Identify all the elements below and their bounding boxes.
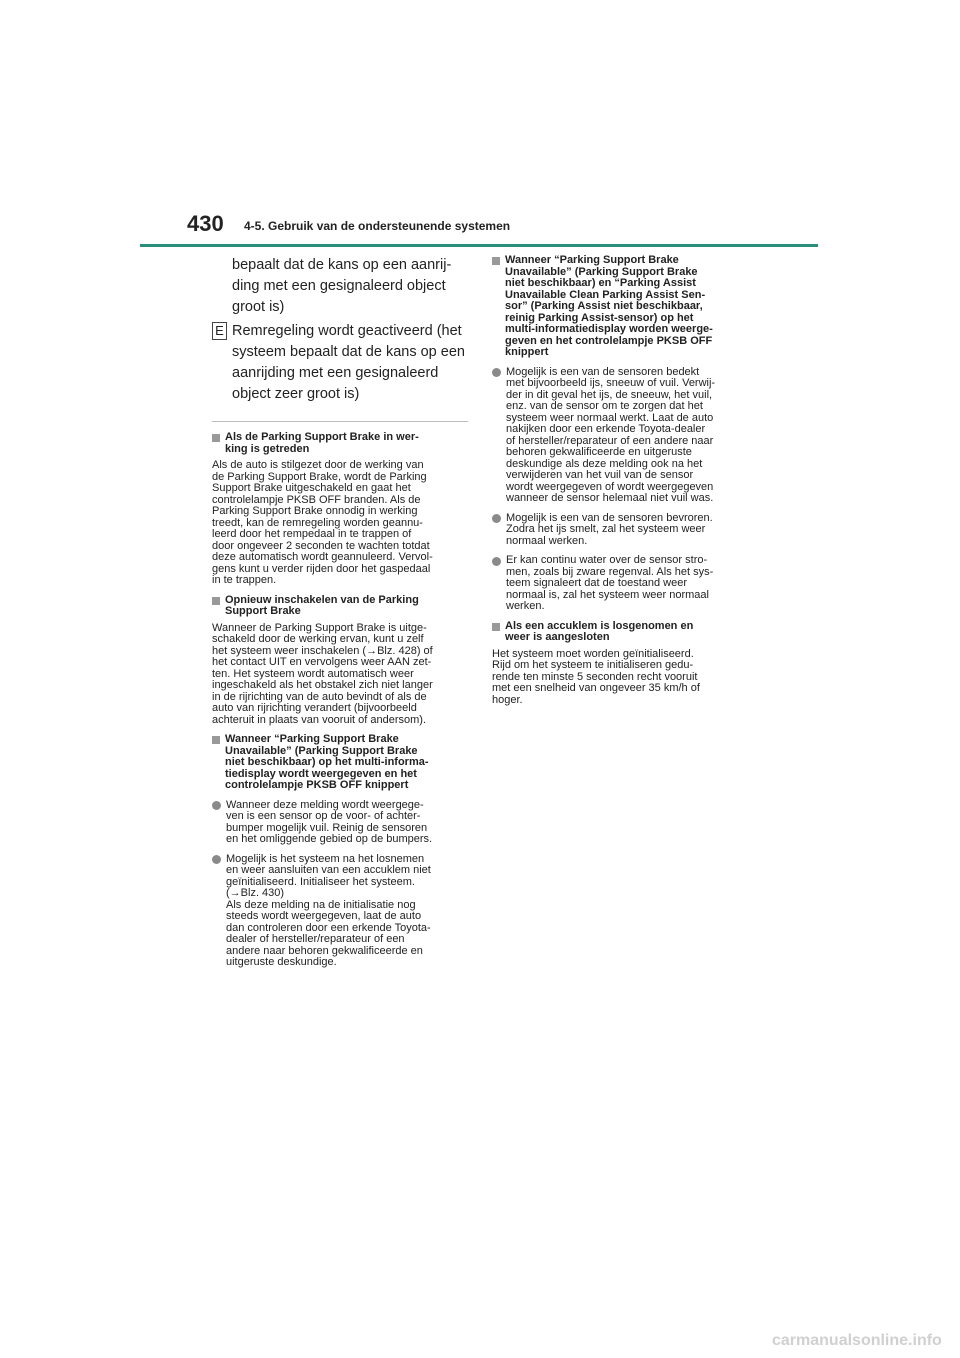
text-line: weer is aangesloten: [505, 631, 610, 643]
text-line: dealer of hersteller/reparateur of een: [226, 933, 405, 945]
circle-bullet-icon: [492, 368, 501, 377]
text-line: of hersteller/reparateur of een andere naar: [506, 434, 714, 447]
text-line: Het systeem moet worden geïnitialiseerd.: [492, 647, 694, 660]
text-line: andere naar behoren gekwalificeerde en: [226, 944, 423, 957]
square-bullet-icon: [212, 434, 220, 442]
section-heading: [212, 595, 472, 618]
bullet-item: [492, 367, 760, 505]
text-line: ding met een gesignaleerd object: [232, 278, 446, 294]
text-line: Rijd om het systeem te initialiseren gedu-: [492, 659, 694, 671]
text-line: Zodra het ijs smelt, zal het systeem weer: [506, 523, 706, 535]
text-line: geven en het controlelampje PKSB OFF: [505, 334, 713, 347]
text-line: treedt, kan de remregeling worden geannu-: [212, 516, 423, 529]
bullet-item: [212, 800, 472, 846]
text-line: Er kan continu water over de sensor stro-: [506, 554, 708, 566]
text-line: niet beschikbaar) op het multi-informa-: [225, 756, 429, 768]
section-heading: [212, 734, 472, 792]
text-line: ten. Het systeem wordt automatisch weer: [212, 667, 414, 680]
text-line: Mogelijk is een van de sensoren bevroren.: [506, 511, 713, 524]
square-bullet-icon: [492, 257, 500, 265]
text-line: in te trappen.: [212, 574, 277, 586]
right-column: [492, 255, 760, 706]
text-line: deze automatisch wordt geannuleerd. Vervol-: [212, 551, 433, 563]
section-heading: [492, 621, 760, 644]
text-line: uitgeruste deskundige.: [226, 956, 337, 968]
text-line: in de rijrichting van de auto bevindt of als de: [212, 690, 427, 703]
text-line: Mogelijk is een van de sensoren bedekt: [506, 365, 700, 378]
text-line: verwijderen van het vuil van de sensor: [506, 469, 694, 481]
text-line: systeem weer normaal werkt. Laat de auto: [506, 411, 714, 424]
square-bullet-icon: [212, 736, 220, 744]
page-reference-link[interactable]: (→Blz. 430): [226, 887, 285, 899]
text-line: enz. van de sensor om te zorgen dat het: [506, 400, 703, 412]
text-line: Als de Parking Support Brake in wer-: [225, 431, 419, 443]
text-line: geïnitialiseerd. Initialiseer het systeem.: [226, 875, 415, 888]
chapter-title: 4-5. Gebruik van de ondersteunende systemen: [244, 219, 511, 233]
text-line: multi-informatiedisplay worden weerge-: [505, 323, 713, 335]
text-line: bumper mogelijk vuil. Reinig de sensoren: [226, 821, 428, 834]
text-line: normaal werken.: [506, 534, 588, 547]
text-line: en weer aansluiten van een accuklem niet: [226, 864, 431, 876]
bullet-item: [492, 555, 760, 613]
text-line: Remregeling wordt geactiveerd (het: [232, 323, 462, 339]
left-column: [212, 255, 472, 969]
item-e: [212, 321, 472, 405]
text-line: steeds wordt weergegeven, laat de auto: [226, 910, 422, 922]
section-body: [492, 649, 760, 707]
text-line: wanneer de sensor helemaal niet vuil was.: [506, 492, 714, 504]
text-line: Unavailable Clean Parking Assist Sen-: [505, 288, 706, 301]
text-line: controlelampje PKSB OFF branden. Als de: [212, 493, 421, 506]
section-heading: [492, 255, 760, 359]
section-body: [212, 460, 472, 587]
text-line: Als de auto is stilgezet door de werking van: [212, 459, 424, 471]
text-line: object zeer groot is): [232, 386, 360, 402]
text-line: reinig Parking Assist-sensor) op het: [505, 311, 694, 324]
text-line: Wanneer de Parking Support Brake is uitge-: [212, 621, 427, 634]
text-line: Parking Support Brake onnodig in werking: [212, 505, 418, 517]
text-line: wordt weergegeven of wordt weergegeven: [506, 480, 714, 493]
text-line: ingeschakeld als het obstakel zich niet langer: [212, 679, 433, 691]
bullet-item: [212, 854, 472, 969]
text-line: dan controleren door een erkende Toyota-: [226, 921, 431, 934]
text-line: de Parking Support Brake, wordt de Parking: [212, 470, 427, 483]
text-line: schakeld door de werking ervan, kunt u zelf: [212, 633, 424, 645]
item-letter-box: E: [212, 322, 227, 340]
circle-bullet-icon: [492, 557, 501, 566]
text-line: king is getreden: [225, 442, 310, 455]
text-line: werken.: [506, 600, 545, 612]
text-line: ven is een sensor op de voor- of achter-: [226, 810, 421, 822]
text-line: met een snelheid van ongeveer 35 km/h of: [492, 682, 700, 694]
text-line: bepaalt dat de kans op een aanrij-: [232, 257, 452, 273]
text-line: Als een accuklem is losgenomen en: [505, 619, 694, 632]
page-number: 430: [187, 211, 224, 236]
header-rule: [140, 244, 818, 247]
text-line: Mogelijk is het systeem na het losnemen: [226, 852, 425, 865]
text-line: gens kunt u verder rijden door het gaspedaal: [212, 562, 431, 575]
text-line: systeem bepaalt dat de kans op een: [232, 344, 465, 360]
text-line: knippert: [505, 346, 549, 358]
text-line: Wanneer deze melding wordt weergege-: [226, 798, 424, 811]
text-line: controlelampje PKSB OFF knippert: [225, 779, 409, 791]
text-line: normaal is, zal het systeem weer normaal: [506, 588, 709, 601]
circle-bullet-icon: [492, 514, 501, 523]
text-line: leerd door het rempedaal in te trappen of: [212, 528, 412, 540]
text-line: niet beschikbaar) en “Parking Assist: [505, 277, 696, 289]
text-line: Unavailable” (Parking Support Brake: [505, 265, 698, 278]
text-line: nakijken door een erkende Toyota-dealer: [506, 423, 706, 435]
circle-bullet-icon: [212, 801, 221, 810]
text-line: Opnieuw inschakelen van de Parking: [225, 593, 419, 606]
section-body: [212, 623, 472, 727]
text-line: behoren gekwalificeerde en uitgeruste: [506, 446, 692, 458]
text-line: met bijvoorbeeld ijs, sneeuw of vuil. Verwij-: [506, 377, 716, 389]
text-line: hoger.: [492, 693, 523, 706]
text-line: deskundige als deze melding ook na het: [506, 457, 703, 470]
text-line: aanrijding met een gesignaleerd: [232, 365, 439, 381]
text-line: men, zoals bij zware regenval. Als het sys-: [506, 565, 714, 578]
section-divider: [212, 421, 468, 422]
text-line: teem signaleert dat de toestand weer: [506, 577, 688, 589]
text-line: Support Brake uitgeschakeld en gaat het: [212, 482, 411, 494]
text-line: groot is): [232, 299, 285, 315]
text-line: Wanneer “Parking Support Brake: [225, 733, 399, 745]
text-line: Als deze melding na de initialisatie nog: [226, 898, 416, 911]
text-line: der in dit geval het ijs, de sneeuw, het vuil,: [506, 388, 713, 401]
text-line: Unavailable” (Parking Support Brake: [225, 744, 418, 757]
text-line: het contact UIT en vervolgens weer AAN zet-: [212, 656, 432, 668]
text-line: Wanneer “Parking Support Brake: [505, 254, 679, 266]
text-line: tiedisplay wordt weergegeven en het: [225, 767, 417, 780]
circle-bullet-icon: [212, 855, 221, 864]
text-line: sor” (Parking Assist niet beschikbaar,: [505, 300, 703, 312]
bullet-item: [492, 513, 760, 548]
text-line: en het omliggende gebied op de bumpers.: [226, 833, 433, 845]
intro-continuation: [232, 255, 472, 318]
text-line: door ongeveer 2 seconden te wachten totdat: [212, 539, 430, 552]
square-bullet-icon: [212, 597, 220, 605]
text-line: achteruit in plaats van vooruit of andersom).: [212, 713, 427, 726]
square-bullet-icon: [492, 623, 500, 631]
text-line: rende ten minste 5 seconden recht vooruit: [492, 670, 698, 683]
text-line: auto van rijrichting verandert (bijvoorbeeld: [212, 702, 417, 714]
text-line: Support Brake: [225, 605, 301, 617]
section-heading: [212, 432, 472, 455]
watermark: carmanualsonline.info: [772, 1332, 942, 1349]
text-line: het systeem weer inschakelen (→Blz. 428) of: [212, 644, 433, 657]
